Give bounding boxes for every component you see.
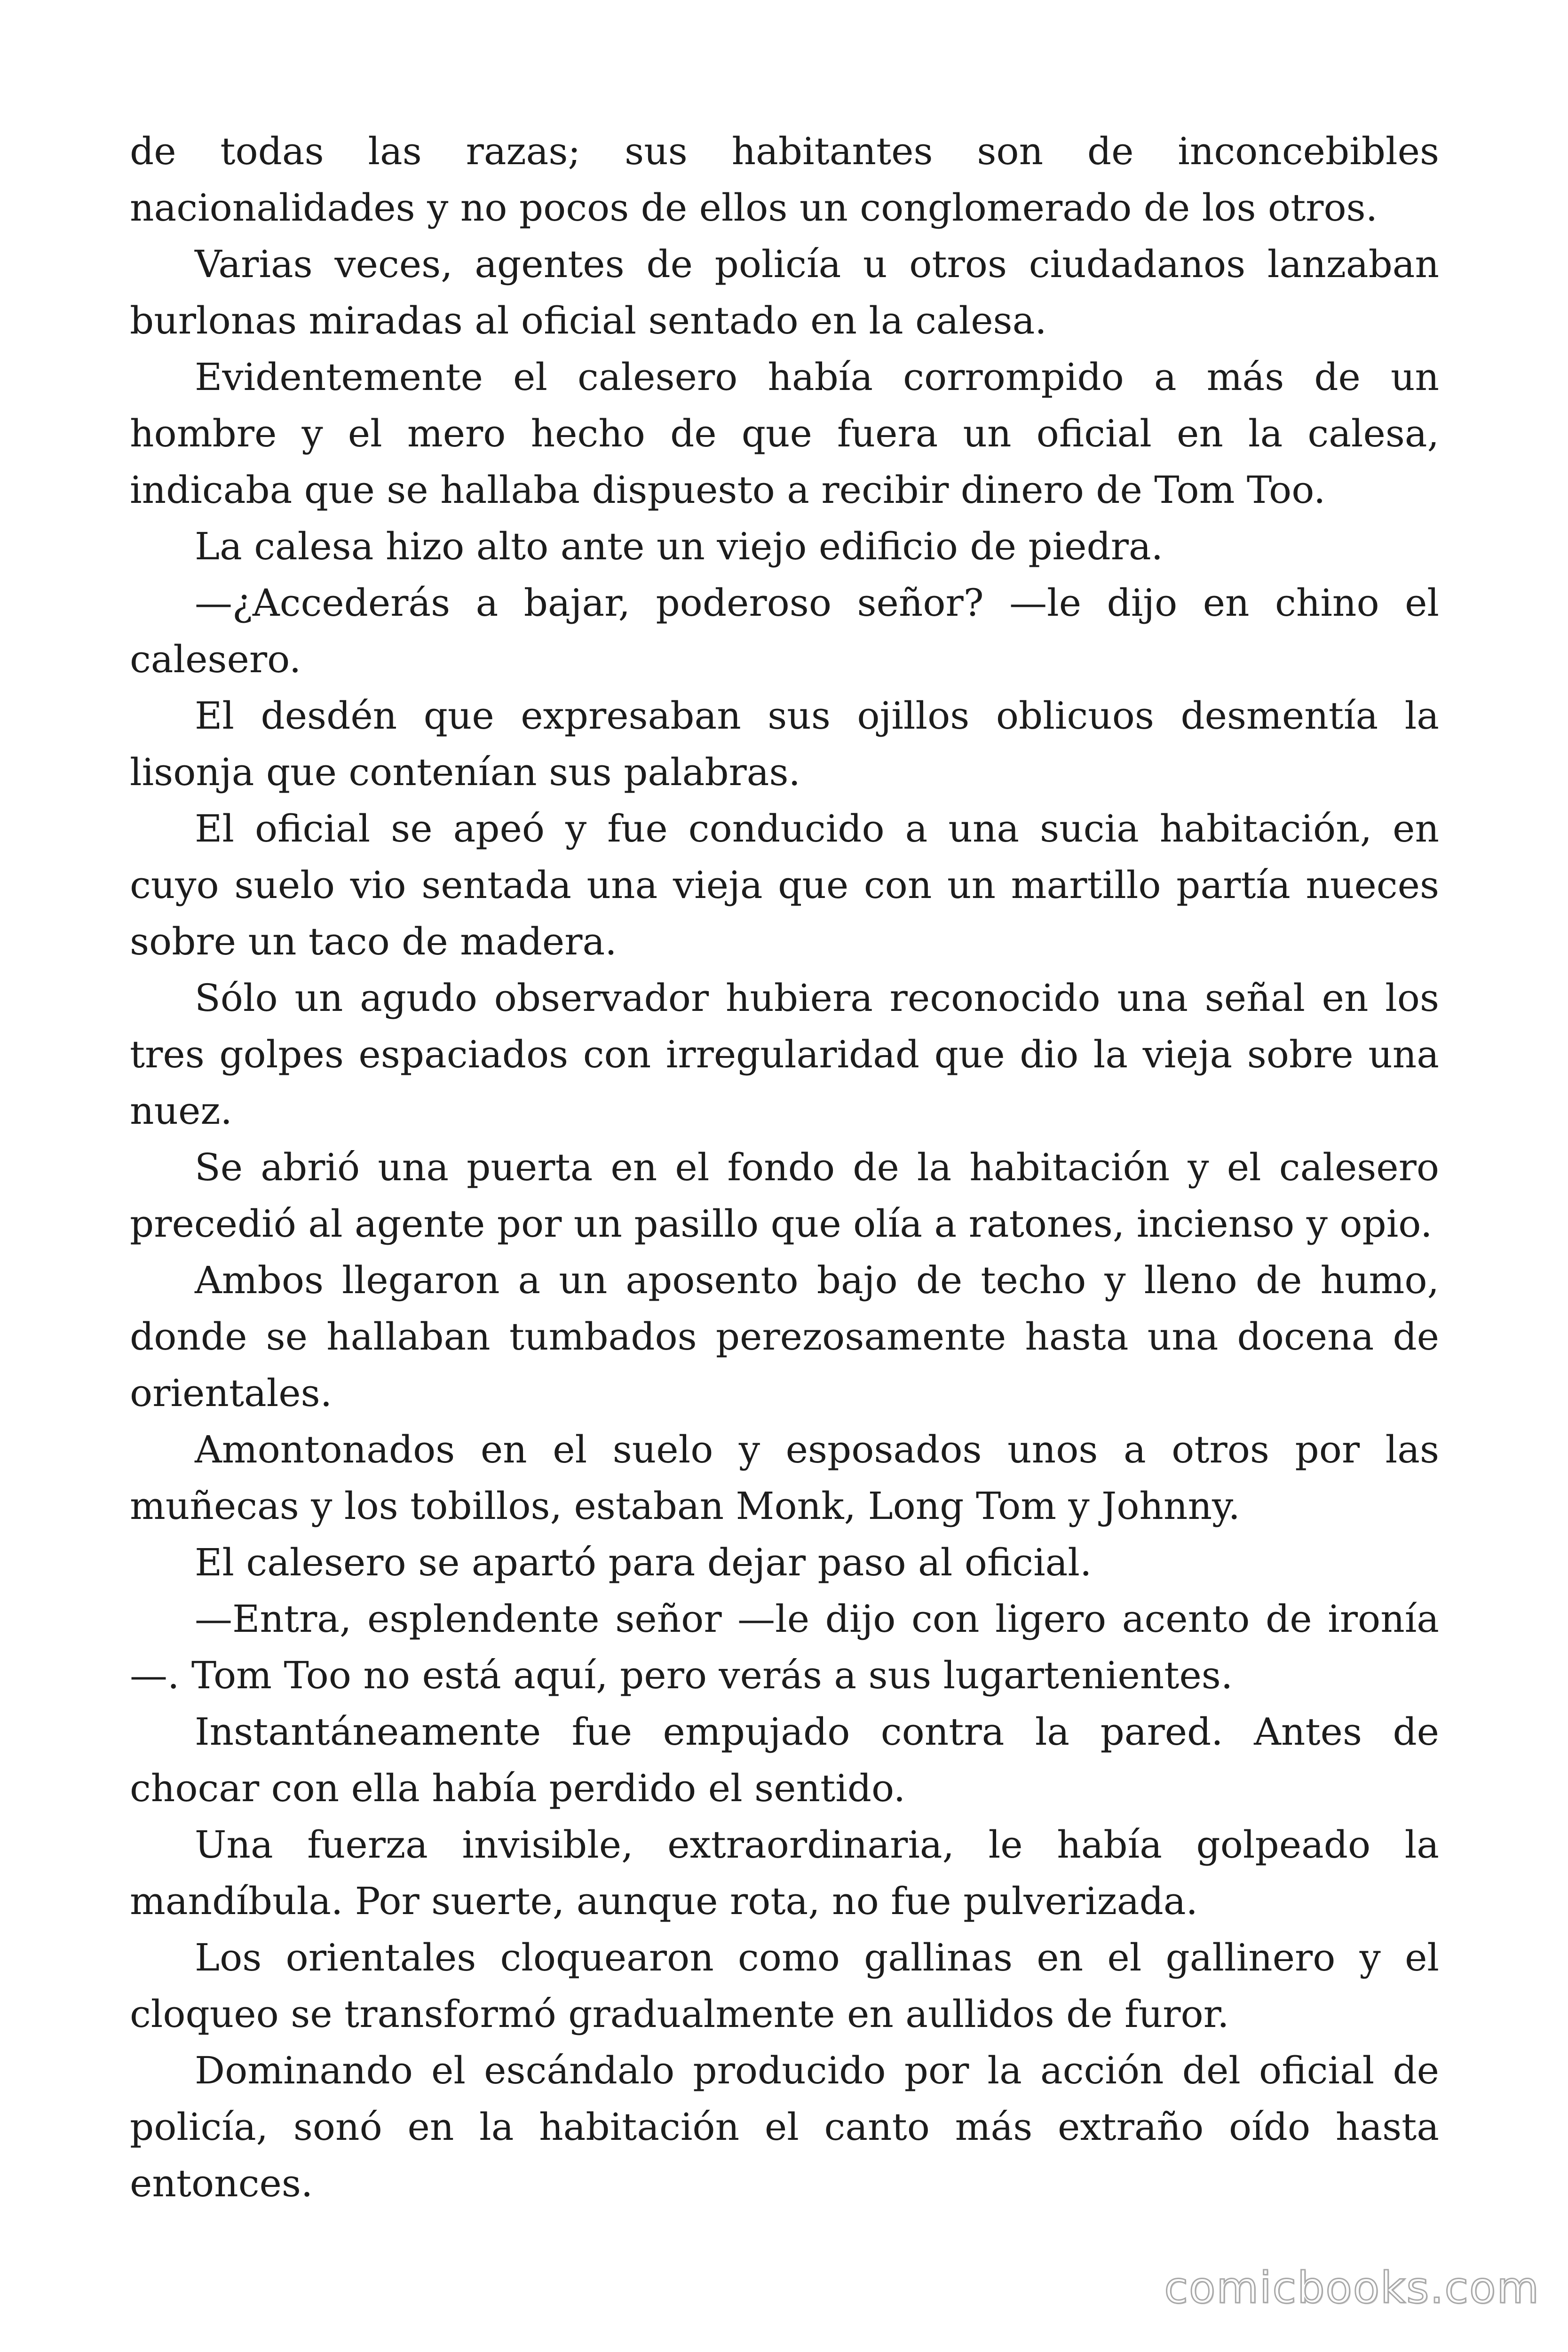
paragraph: Dominando el escándalo producido por la acción del oficial de policía, sonó en la habitación el canto más extraño oído hasta entonces. (130, 2049, 1439, 2205)
paragraph: —Entra, esplendente señor —le dijo con ligero acento de ironía —. Tom Too no está aquí, pero verás a sus lugartenientes. (130, 1597, 1439, 1697)
paragraph: de todas las razas; sus habitantes son de inconcebibles nacionalidades y no pocos de ellos un conglomerado de los otros. (130, 129, 1439, 230)
paragraph: Sólo un agudo observador hubiera reconocido una señal en los tres golpes espaciados con irregularidad que dio la vieja sobre una nuez. (130, 976, 1439, 1133)
paragraph: Ambos llegaron a un aposento bajo de techo y lleno de humo, donde se hallaban tumbados perezosamente hasta una docena de orientales. (130, 1258, 1439, 1415)
paragraph: Una fuerza invisible, extraordinaria, le había golpeado la mandíbula. Por suerte, aunque rota, no fue pulverizada. (130, 1823, 1439, 1923)
paragraph: —¿Accederás a bajar, poderoso señor? —le dijo en chino el calesero. (130, 581, 1439, 681)
watermark: comicbooks.com (1164, 2263, 1540, 2313)
body-text (130, 123, 1439, 2212)
paragraph: Varias veces, agentes de policía u otros ciudadanos lanzaban burlonas miradas al oficial sentado en la calesa. (130, 242, 1439, 342)
paragraph: El desdén que expresaban sus ojillos oblicuos desmentía la lisonja que contenían sus palabras. (130, 694, 1439, 794)
paragraph: Se abrió una puerta en el fondo de la habitación y el calesero precedió al agente por un pasillo que olía a ratones, incienso y opio. (130, 1145, 1439, 1246)
paragraph: El calesero se apartó para dejar paso al oficial. (195, 1541, 1092, 1584)
paragraph: Amontonados en el suelo y esposados unos a otros por las muñecas y los tobillos, estaban Monk, Long Tom y Johnny. (130, 1428, 1439, 1528)
paragraph: La calesa hizo alto ante un viejo edificio de piedra. (195, 524, 1164, 568)
paragraph: Instantáneamente fue empujado contra la pared. Antes de chocar con ella había perdido el sentido. (130, 1710, 1439, 1810)
paragraph: El oficial se apeó y fue conducido a una sucia habitación, en cuyo suelo vio sentada una vieja que con un martillo partía nueces sobre un taco de madera. (130, 807, 1439, 963)
paragraph: Evidentemente el calesero había corrompido a más de un hombre y el mero hecho de que fuera un oficial en la calesa, indicaba que se hallaba dispuesto a recibir dinero de Tom Too. (130, 355, 1439, 512)
paragraph: Los orientales cloquearon como gallinas en el gallinero y el cloqueo se transformó gradualmente en aullidos de furor. (130, 1936, 1439, 2036)
